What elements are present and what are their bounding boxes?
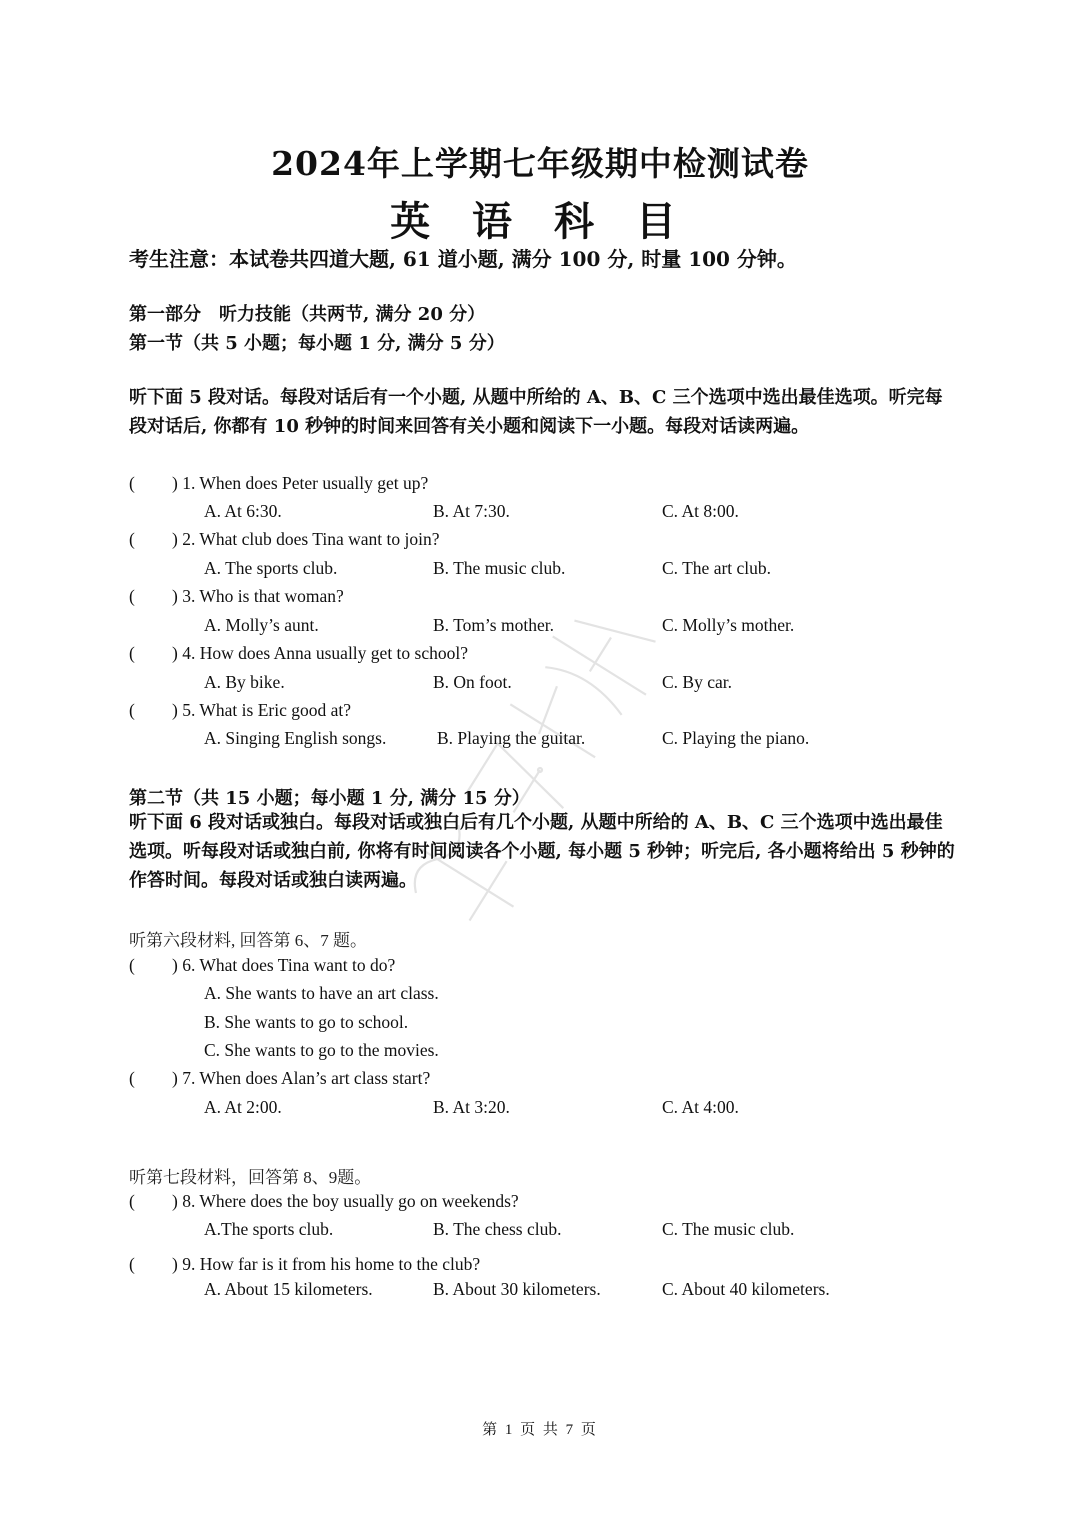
q2-option-c: C. The art club. bbox=[662, 558, 772, 578]
answer-blank-5[interactable]: ( bbox=[129, 700, 135, 720]
q6-option-a: A. She wants to have an art class. bbox=[204, 983, 439, 1003]
q9-option-a: A. About 15 kilometers. bbox=[204, 1279, 373, 1299]
q3-option-c: C. Molly’s mother. bbox=[662, 615, 795, 635]
q1-option-a: A. At 6:30. bbox=[204, 501, 282, 521]
q8-option-c: C. The music club. bbox=[662, 1219, 795, 1239]
question-4: ) 4. How does Anna usually get to school? bbox=[172, 643, 468, 663]
section1-heading: 第一节（共 5 小题；每小题 1 分, 满分 5 分） bbox=[129, 333, 505, 354]
answer-blank-9[interactable]: ( bbox=[129, 1254, 135, 1274]
page-number: 第 1 页 共 7 页 bbox=[482, 1422, 598, 1438]
q6-option-b: B. She wants to go to school. bbox=[204, 1012, 409, 1032]
q5-option-c: C. Playing the piano. bbox=[662, 728, 810, 748]
q7-option-a: A. At 2:00. bbox=[204, 1097, 282, 1117]
exam-title: 2024年上学期七年级期中检测试卷 bbox=[271, 144, 809, 183]
q4-option-c: C. By car. bbox=[662, 672, 732, 692]
q3-option-b: B. Tom’s mother. bbox=[433, 615, 554, 635]
question-1: ) 1. When does Peter usually get up? bbox=[172, 473, 429, 493]
q9-option-b: B. About 30 kilometers. bbox=[433, 1279, 601, 1299]
answer-blank-3[interactable]: ( bbox=[129, 586, 135, 606]
q1-option-c: C. At 8:00. bbox=[662, 501, 739, 521]
q7-option-c: C. At 4:00. bbox=[662, 1097, 739, 1117]
question-5: ) 5. What is Eric good at? bbox=[172, 700, 351, 720]
subject-title: 英 语 科 目 bbox=[390, 198, 690, 245]
q5-option-a: A. Singing English songs. bbox=[204, 728, 387, 748]
q6-option-c: C. She wants to go to the movies. bbox=[204, 1040, 439, 1060]
question-2: ) 2. What club does Tina want to join? bbox=[172, 529, 440, 549]
exam-notice: 考生注意：本试卷共四道大题, 61 道小题, 满分 100 分, 时量 100 分钟。 bbox=[129, 247, 797, 271]
q1-option-b: B. At 7:30. bbox=[433, 501, 510, 521]
answer-blank-4[interactable]: ( bbox=[129, 643, 135, 663]
material7-label: 听第七段材料，回答第 8、9题。 bbox=[129, 1168, 372, 1187]
q4-option-b: B. On foot. bbox=[433, 672, 512, 692]
answer-blank-6[interactable]: ( bbox=[129, 955, 135, 975]
question-6: ) 6. What does Tina want to do? bbox=[172, 955, 396, 975]
q5-option-b: B. Playing the guitar. bbox=[437, 728, 586, 748]
question-9: ) 9. How far is it from his home to the club? bbox=[172, 1254, 481, 1274]
q2-option-a: A. The sports club. bbox=[204, 558, 338, 578]
part1-heading: 第一部分 听力技能（共两节, 满分 20 分） bbox=[129, 304, 486, 325]
section2-heading: 第二节（共 15 小题；每小题 1 分, 满分 15 分） bbox=[129, 788, 530, 809]
q2-option-b: B. The music club. bbox=[433, 558, 566, 578]
q8-option-a: A.The sports club. bbox=[204, 1219, 334, 1239]
material6-label: 听第六段材料, 回答第 6、7 题。 bbox=[129, 931, 367, 950]
answer-blank-1[interactable]: ( bbox=[129, 473, 135, 493]
q7-option-b: B. At 3:20. bbox=[433, 1097, 510, 1117]
section2-instruction: 听下面 6 段对话或独白。每段对话或独白后有几个小题, 从题中所给的 A、B、C 三个选项中选出最佳选项。听每段对话或独白前, 你将有时间阅读各个小题, 每小题 5 秒钟；听完后, 各小题将给出 5 秒钟的作答时间。每段对话或独白读两遍。 bbox=[129, 812, 955, 891]
q8-option-b: B. The chess club. bbox=[433, 1219, 562, 1239]
answer-blank-7[interactable]: ( bbox=[129, 1068, 135, 1088]
answer-blank-2[interactable]: ( bbox=[129, 529, 135, 549]
question-7: ) 7. When does Alan’s art class start? bbox=[172, 1068, 431, 1088]
answer-blank-8[interactable]: ( bbox=[129, 1191, 135, 1211]
q9-option-c: C. About 40 kilometers. bbox=[662, 1279, 830, 1299]
section1-instruction: 听下面 5 段对话。每段对话后有一个小题, 从题中所给的 A、B、C 三个选项中选出最佳选项。听完每段对话后, 你都有 10 秒钟的时间来回答有关小题和阅读下一小题。每段对话读两遍。 bbox=[129, 387, 943, 437]
q3-option-a: A. Molly’s aunt. bbox=[204, 615, 319, 635]
question-3: ) 3. Who is that woman? bbox=[172, 586, 344, 606]
question-8: ) 8. Where does the boy usually go on weekends? bbox=[172, 1191, 519, 1211]
q4-option-a: A. By bike. bbox=[204, 672, 285, 692]
